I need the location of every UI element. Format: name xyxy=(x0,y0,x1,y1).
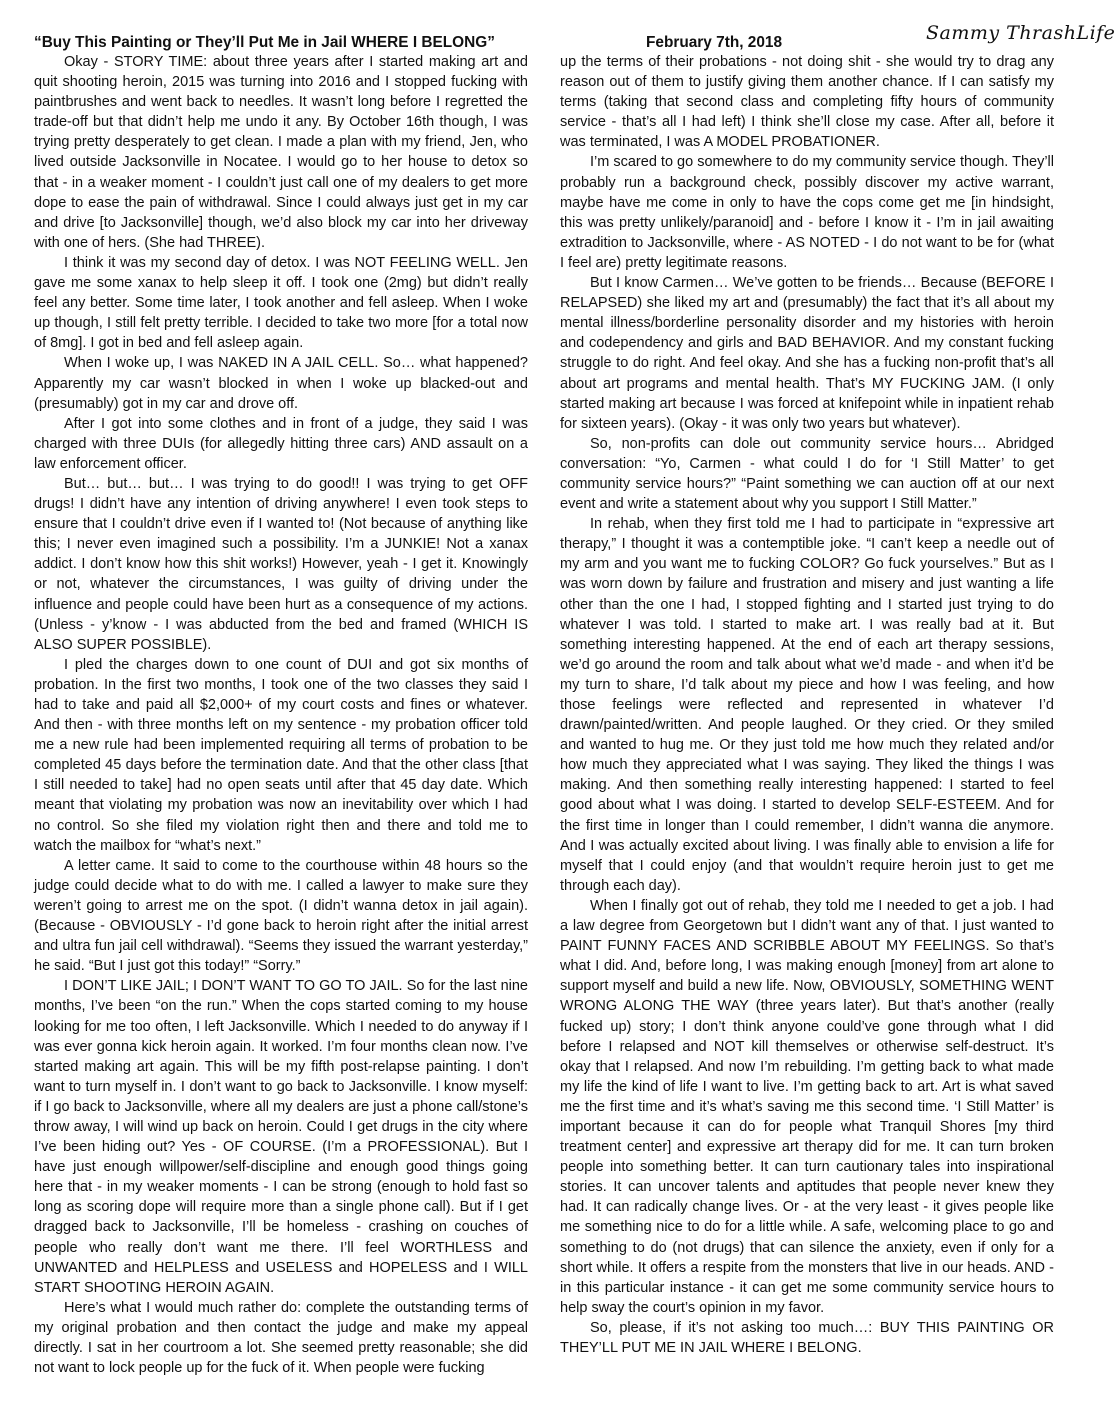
paragraph: So, non-profits can dole out community service hours… Abridged conversation: “Yo, Carmen - what could I do for ‘I Still Matter’ to get community service hours?” “Paint something we can auction off at our next event and write a statement about why you support I Still Matter.” xyxy=(560,435,1054,513)
paragraph: In rehab, when they first told me I had to participate in “expressive art therapy,” I thought it was a contemptible joke. “I can’t keep a needle out of my arm and you want me to fucking COLOR? Go fuck yourselves.” But as I was worn down by failure and frustration and misery and just wanting a life other than the one I had, I stopped fighting and I started just trying to do whatever I was told. I started to make art. I was really bad at it. But something interesting happened. At the end of each art therapy sessions, we’d go around the room and talk about what we’d made - and when it’d be my turn to share, I’d talk about my piece and how I was feeling, and how those feelings were reflected and represented in whatever I’d drawn/painted/written. And people laughed. Or they cried. Or they smiled and wanted to hug me. Or they just told me how much they related and/or how much they appreciated what I was saying. They liked the things I was making. And then something really interesting happened: I started to feel good about what I was doing. I started to develop SELF-ESTEEM. And for the first time in longer than I could remember, I didn’t wanna die anymore. And I was actually excited about living. I was finally able to envision a life for myself that I could enjoy (and that wouldn’t require heroin just to get me through each day). xyxy=(560,516,1054,894)
paragraph: Here’s what I would much rather do: complete the outstanding terms of my original probation and then contact the judge and make my appeal directly. I sat in her courtroom a lot. She seemed pretty reasonable; she did not want to lock people up for the fuck of it. When people were fucking xyxy=(34,1299,528,1377)
left-column xyxy=(34,52,528,1377)
document-title: “Buy This Painting or They’ll Put Me in Jail WHERE I BELONG” xyxy=(34,34,495,51)
paragraph: When I finally got out of rehab, they told me I needed to get a job. I had a law degree from Georgetown but I didn’t want any of that. I just wanted to PAINT FUNNY FACES AND SCRIBBLE ABOUT MY FEELINGS. So that’s what I did. And, before long, I was making enough [money] from art alone to support myself and build a new life. Now, OBVIOUSLY, SOMETHING WENT WRONG ALONG THE WAY (three years later). But that’s another (really fucked up) story; I don’t think anyone could’ve gone through what I did before I relapsed and NOT kill themselves or otherwise self-destruct. It’s okay that I relapsed. And now I’m rebuilding. I’m getting back to what made my life the kind of life I want to live. I’m getting back to art. Art is what saved me the first time and it’s what’s saving me this second time. ‘I Still Matter’ is important because it can do for people what Tranquil Shores [my third treatment center] and expressive art therapy did for me. It can turn broken people into something better. It can turn cautionary tales into inspirational stories. It can uncover talents and aptitudes that people never knew they had. It can radically change lives. Or - at the very least - it gives people like me something nice to do for a little while. A safe, welcoming place to go and something to do (not drugs) that can silence the anxiety, even if only for a short while. It offers a respite from the monsters that live in our heads. AND - in this particular instance - it can get me some community service hours to help sway the court’s opinion in my favor. xyxy=(560,897,1054,1316)
paragraph: So, please, if it’s not asking too much…: BUY THIS PAINTING OR THEY’LL PUT ME IN JAIL WHERE I BELONG. xyxy=(560,1319,1054,1356)
paragraph: I DON’T LIKE JAIL; I DON’T WANT TO GO TO JAIL. So for the last nine months, I’ve been “on the run.” When the cops started coming to my house looking for me too often, I left Jacksonville. Which I needed to do anyway if I was ever gonna kick heroin again. It worked. I’m four months clean now. I’ve started making art again. This will be my fifth post-relapse painting. I don’t want to turn myself in. I don’t want to go back to Jacksonville. I know myself: if I go back to Jacksonville, where all my dealers are just a phone call/stone’s throw away, I will wind up back on heroin. Could I get drugs in the city where I’ve been hiding out? Yes - OF COURSE. (I’m a PROFESSIONAL). But I have just enough willpower/self-discipline and enough good things going here that - in my weaker moments - I can be strong (enough to hold fast so long as scoring dope will require more than a single phone call). But if I get dragged back to Jacksonville, I’ll be homeless - crashing on couches of people who really don’t want me there. I’ll feel WORTHLESS and UNWANTED and HELPLESS and USELESS and HOPELESS and I WILL START SHOOTING HEROIN AGAIN. xyxy=(34,978,528,1296)
signature-logo: Sammy ThrashLife xyxy=(926,22,1115,44)
paragraph: I pled the charges down to one count of DUI and got six months of probation. In the first two months, I took one of the two classes they said I had to take and paid all $2,000+ of my court costs and fines or whatever. And then - with three months left on my sentence - my probation officer told me a new rule had been implemented requiring all terms of probation to be completed 45 days before the termination date. And that the other class [that I still needed to take] had no open seats until after that 45 day date. Which meant that violating my probation was now an inevitability over which I had no control. So she filed my violation right then and there and told me to watch the mailbox for “what’s next.” xyxy=(34,656,528,854)
right-column xyxy=(560,52,1054,1372)
paragraph: But… but… but… I was trying to do good!! I was trying to get OFF drugs! I didn’t have any intention of driving anywhere! I even took steps to ensure that I couldn’t drive even if I wanted to! (Not because of anything like this; I never even imagined such a possibility. I’m a JUNKIE! Not a xanax addict. I don’t know how this shit works!) However, yeah - I get it. Knowingly or not, whatever the circumstances, I was guilty of driving under the influence and people could have been hurt as a consequence of my actions. (Unless - y’know - I was abducted from the bed and framed (WHICH IS ALSO SUPER POSSIBLE). xyxy=(34,475,528,653)
paragraph: A letter came. It said to come to the courthouse within 48 hours so the judge could decide what to do with me. I called a lawyer to make sure they weren’t going to arrest me on the spot. (I didn’t wanna detox in jail again). (Because - OBVIOUSLY - I’d gone back to heroin right after the initial arrest and ultra fun jail cell withdrawal). “Seems they issued the warrant yesterday,” he said. “But I just got this today!” “Sorry.” xyxy=(34,857,528,975)
paragraph: But I know Carmen… We’ve gotten to be friends… Because (BEFORE I RELAPSED) she liked my art and (presumably) the fact that it’s all about my mental illness/borderline personality disorder and my histories with heroin and codependency and girls and BAD BEHAVIOR. And my constant fucking struggle to do right. And feel okay. And she has a fucking non-profit that’s all about art programs and mental health. That’s MY FUCKING JAM. (I only started making art because I was forced at knifepoint while in inpatient rehab for sixteen years). (Okay - it was only two years but whatever). xyxy=(560,275,1054,432)
paragraph: I’m scared to go somewhere to do my community service though. They’ll probably run a background check, possibly discover my active warrant, maybe have me come in only to have the cops come get me [in hindsight, this was pretty unlikely/paranoid] and - before I know it - I’m in jail awaiting extradition to Jacksonville, where - AS NOTED - I do not want to be for (what I feel are) pretty legitimate reasons. xyxy=(560,154,1054,271)
paragraph: Okay - STORY TIME: about three years after I started making art and quit shooting heroin, 2015 was turning into 2016 and I stopped fucking with paintbrushes and went back to needles. It wasn’t long before I regretted the trade-off but that didn’t help me undo it any. By October 16th though, I was trying pretty desperately to get clean. I made a plan with my friend, Jen, who lived outside Jacksonville in Nocatee. I would go to her house to detox so that - in a weaker moment - I couldn’t just call one of my dealers to get more dope to ease the pain of withdrawal. Since I could always just get in my car and drive [to Jacksonville] though, we’d also block my car into her driveway with one of hers. (She had THREE). xyxy=(34,54,528,251)
paragraph: I think it was my second day of detox. I was NOT FEELING WELL. Jen gave me some xanax to help sleep it off. I took one (2mg) but didn’t really feel any better. Some time later, I took another and fell asleep. When I woke up though, I still felt pretty terrible. I decided to take two more [for a total now of 8mg]. I got in bed and fell asleep again. xyxy=(34,254,528,352)
paragraph: When I woke up, I was NAKED IN A JAIL CELL. So… what happened? Apparently my car wasn’t blocked in when I woke up blacked-out and (presumably) got in my car and drove off. xyxy=(34,355,528,412)
paragraph: After I got into some clothes and in front of a judge, they said I was charged with three DUIs (for allegedly hitting three cars) AND assault on a law enforcement officer. xyxy=(34,415,528,472)
document-date: February 7th, 2018 xyxy=(646,34,783,51)
paragraph: up the terms of their probations - not doing shit - she would try to drag any reason out of them to justify giving them another chance. If I can satisfy my terms (taking that second class and completing fifty hours of community service - that’s all I had left) I think she’ll close my case. After all, before it was terminated, I was A MODEL PROBATIONER. xyxy=(560,54,1054,151)
